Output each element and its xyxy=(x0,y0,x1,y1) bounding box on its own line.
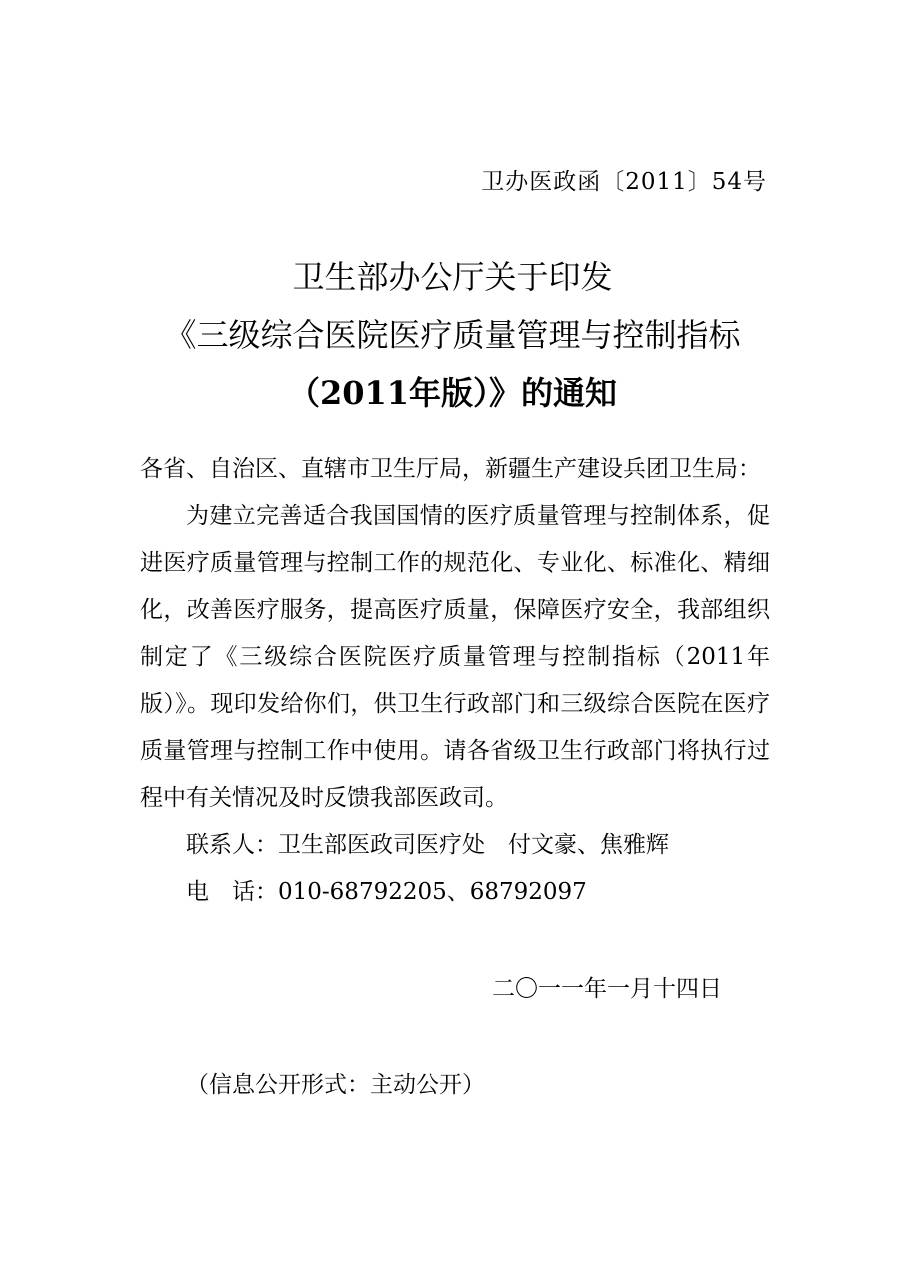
disclosure-note: （信息公开形式：主动公开） xyxy=(186,1072,485,1098)
addressee: 各省、自治区、直辖市卫生厅局，新疆生产建设兵团卫生局： xyxy=(140,456,761,482)
title-line-2: 《三级综合医院医疗质量管理与控制指标 xyxy=(164,316,741,354)
document-number: 卫办医政函〔2011〕54号 xyxy=(481,169,767,195)
title-line-3: （2011年版）》的通知 xyxy=(287,374,618,412)
contact-line: 联系人：卫生部医政司医疗处 付文豪、焦雅辉 xyxy=(186,832,669,858)
title-line-1: 卫生部办公厅关于印发 xyxy=(292,258,613,296)
issue-date: 二〇一一年一月十四日 xyxy=(492,976,722,1002)
main-paragraph: 为建立完善适合我国国情的医疗质量管理与控制体系，促进医疗质量管理与控制工作的规范化、专业化、标准化、精细化，改善医疗服务，提高医疗质量，保障医疗安全，我部组织制定了《三级综合医院医疗质量管理与控制指标（2011年版）》。现印发给你们，供卫生行政部门和三级综合医院在医疗质量管理与控制工作中使用。请各省级卫生行政部门将执行过程中有关情况及时反馈我部医政司。 xyxy=(140,503,770,811)
document-title xyxy=(0,248,905,422)
document-body xyxy=(140,446,770,916)
phone-line: 电 话：010-68792205、68792097 xyxy=(186,879,587,905)
